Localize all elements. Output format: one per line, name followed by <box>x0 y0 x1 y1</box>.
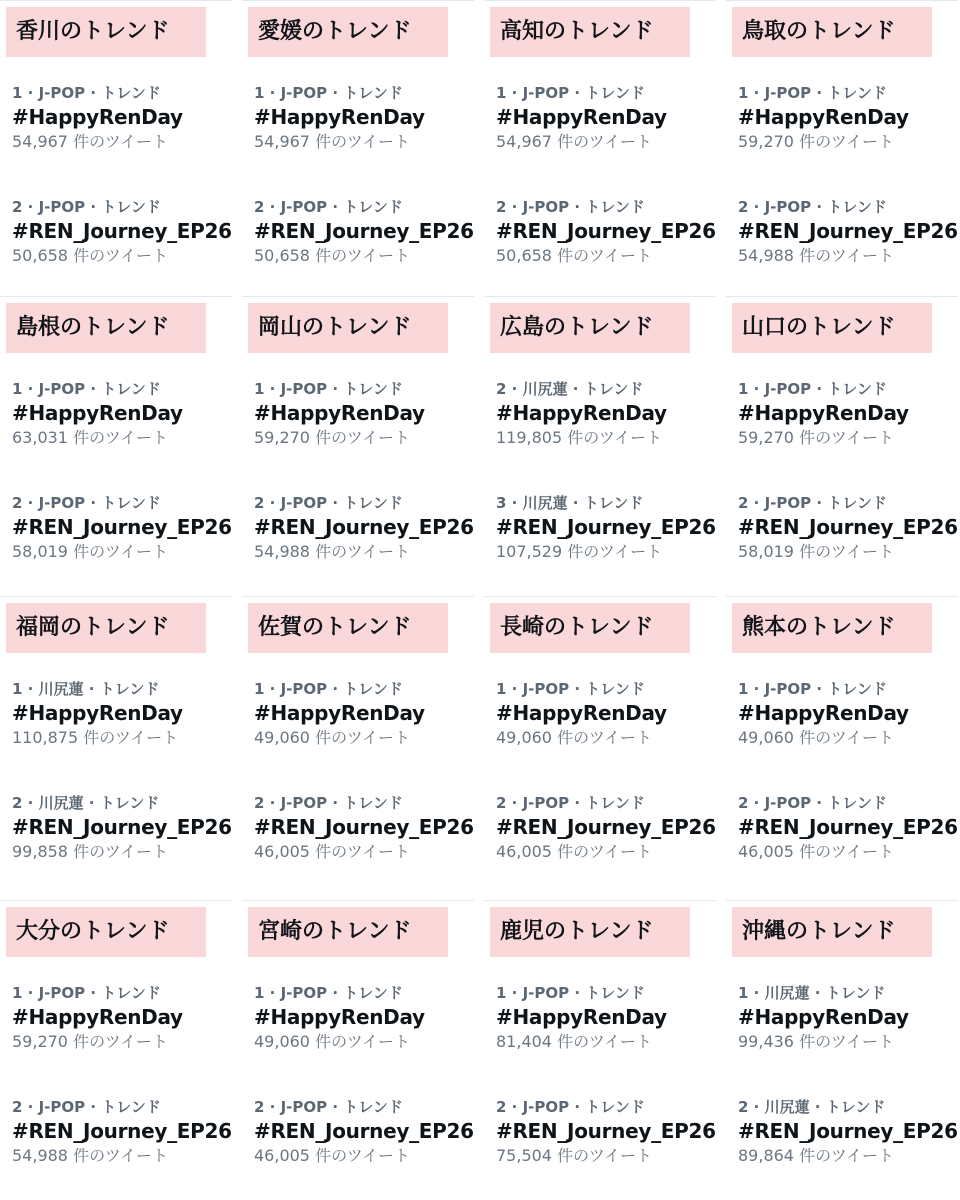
trend-hashtag[interactable]: #HappyRenDay <box>254 1005 425 1029</box>
trend-hashtag[interactable]: #HappyRenDay <box>12 105 183 129</box>
trend-meta: 2 · 川尻蓮 · トレンド <box>12 794 160 812</box>
tweet-count: 49,060 件のツイート <box>254 1032 410 1051</box>
trend-hashtag[interactable]: #REN_Journey_EP26 <box>738 219 958 243</box>
tweet-count: 49,060 件のツイート <box>496 728 652 747</box>
panel-title: 福岡のトレンド <box>6 603 206 653</box>
trend-item[interactable] <box>254 679 472 749</box>
trend-item[interactable] <box>254 1097 472 1167</box>
trend-item[interactable] <box>738 793 956 863</box>
trend-meta: 2 · J-POP · トレンド <box>12 198 161 216</box>
trend-panel-okinawa <box>726 900 958 1189</box>
panel-title: 鹿児のトレンド <box>490 907 690 957</box>
trend-hashtag[interactable]: #REN_Journey_EP26 <box>12 219 232 243</box>
trend-meta: 2 · J-POP · トレンド <box>254 1098 403 1116</box>
trend-item[interactable] <box>738 83 956 153</box>
trend-panel-kagoshima <box>484 900 716 1189</box>
trend-item[interactable] <box>496 983 714 1053</box>
trend-hashtag[interactable]: #HappyRenDay <box>254 701 425 725</box>
trend-meta: 1 · J-POP · トレンド <box>12 84 161 102</box>
trend-panel-ehime <box>242 0 474 289</box>
trend-item[interactable] <box>12 379 230 449</box>
trend-panel-shimane <box>0 296 232 585</box>
trend-item[interactable] <box>738 1097 956 1167</box>
trend-meta: 2 · 川尻蓮 · トレンド <box>496 380 644 398</box>
trend-panel-saga <box>242 596 474 885</box>
trend-meta: 3 · 川尻蓮 · トレンド <box>496 494 644 512</box>
trend-hashtag[interactable]: #HappyRenDay <box>496 401 667 425</box>
trend-meta: 2 · J-POP · トレンド <box>738 198 887 216</box>
trend-item[interactable] <box>12 983 230 1053</box>
tweet-count: 54,988 件のツイート <box>12 1146 168 1165</box>
panel-title: 大分のトレンド <box>6 907 206 957</box>
trend-meta: 1 · J-POP · トレンド <box>254 984 403 1002</box>
trend-item[interactable] <box>738 197 956 267</box>
tweet-count: 50,658 件のツイート <box>496 246 652 265</box>
tweet-count: 58,019 件のツイート <box>12 542 168 561</box>
tweet-count: 110,875 件のツイート <box>12 728 179 747</box>
trend-panel-fukuoka <box>0 596 232 885</box>
trend-panel-kochi <box>484 0 716 289</box>
trend-item[interactable] <box>496 793 714 863</box>
trend-hashtag[interactable]: #HappyRenDay <box>496 701 667 725</box>
trend-panel-oita <box>0 900 232 1189</box>
panel-title: 広島のトレンド <box>490 303 690 353</box>
trend-hashtag[interactable]: #REN_Journey_EP26 <box>496 515 716 539</box>
trend-meta: 2 · J-POP · トレンド <box>738 794 887 812</box>
tweet-count: 54,967 件のツイート <box>254 132 410 151</box>
tweet-count: 59,270 件のツイート <box>738 428 894 447</box>
trend-meta: 2 · J-POP · トレンド <box>496 794 645 812</box>
trend-item[interactable] <box>254 793 472 863</box>
panel-title: 島根のトレンド <box>6 303 206 353</box>
trend-item[interactable] <box>496 679 714 749</box>
tweet-count: 54,967 件のツイート <box>496 132 652 151</box>
trend-item[interactable] <box>254 379 472 449</box>
trend-item[interactable] <box>12 493 230 563</box>
trend-item[interactable] <box>738 379 956 449</box>
trend-hashtag[interactable]: #REN_Journey_EP26 <box>738 815 958 839</box>
tweet-count: 50,658 件のツイート <box>12 246 168 265</box>
tweet-count: 58,019 件のツイート <box>738 542 894 561</box>
tweet-count: 107,529 件のツイート <box>496 542 663 561</box>
tweet-count: 49,060 件のツイート <box>738 728 894 747</box>
trend-hashtag[interactable]: #REN_Journey_EP26 <box>738 1119 958 1143</box>
trend-item[interactable] <box>738 983 956 1053</box>
tweet-count: 46,005 件のツイート <box>496 842 652 861</box>
trend-item[interactable] <box>496 197 714 267</box>
tweet-count: 81,404 件のツイート <box>496 1032 652 1051</box>
tweet-count: 54,988 件のツイート <box>738 246 894 265</box>
panel-title: 愛媛のトレンド <box>248 7 448 57</box>
tweet-count: 59,270 件のツイート <box>12 1032 168 1051</box>
tweet-count: 99,858 件のツイート <box>12 842 168 861</box>
tweet-count: 75,504 件のツイート <box>496 1146 652 1165</box>
trend-item[interactable] <box>738 679 956 749</box>
trend-item[interactable] <box>254 493 472 563</box>
trend-meta: 2 · J-POP · トレンド <box>12 1098 161 1116</box>
trend-item[interactable] <box>12 679 230 749</box>
panel-title: 長崎のトレンド <box>490 603 690 653</box>
tweet-count: 46,005 件のツイート <box>738 842 894 861</box>
panel-title: 佐賀のトレンド <box>248 603 448 653</box>
panel-title: 宮崎のトレンド <box>248 907 448 957</box>
tweet-count: 49,060 件のツイート <box>254 728 410 747</box>
trend-meta: 1 · J-POP · トレンド <box>496 84 645 102</box>
trend-hashtag[interactable]: #HappyRenDay <box>738 105 909 129</box>
trend-hashtag[interactable]: #HappyRenDay <box>12 701 183 725</box>
trend-panel-tottori <box>726 0 958 289</box>
panel-title: 鳥取のトレンド <box>732 7 932 57</box>
trend-meta: 2 · J-POP · トレンド <box>254 198 403 216</box>
trend-item[interactable] <box>496 83 714 153</box>
trend-item[interactable] <box>738 493 956 563</box>
trend-hashtag[interactable]: #HappyRenDay <box>496 105 667 129</box>
trend-meta: 1 · J-POP · トレンド <box>496 680 645 698</box>
trend-hashtag[interactable]: #HappyRenDay <box>12 1005 183 1029</box>
trend-hashtag[interactable]: #HappyRenDay <box>738 401 909 425</box>
trend-panel-kumamoto <box>726 596 958 885</box>
trend-hashtag[interactable]: #REN_Journey_EP26 <box>496 219 716 243</box>
trend-hashtag[interactable]: #REN_Journey_EP26 <box>12 515 232 539</box>
trend-meta: 1 · J-POP · トレンド <box>254 380 403 398</box>
trend-hashtag[interactable]: #REN_Journey_EP26 <box>254 219 474 243</box>
trend-item[interactable] <box>496 493 714 563</box>
trend-hashtag[interactable]: #HappyRenDay <box>254 105 425 129</box>
trend-meta: 2 · J-POP · トレンド <box>254 794 403 812</box>
trend-hashtag[interactable]: #HappyRenDay <box>254 401 425 425</box>
panel-title: 沖縄のトレンド <box>732 907 932 957</box>
trend-hashtag[interactable]: #REN_Journey_EP26 <box>496 815 716 839</box>
trend-panel-miyazaki <box>242 900 474 1189</box>
panel-title: 岡山のトレンド <box>248 303 448 353</box>
trend-panel-nagasaki <box>484 596 716 885</box>
trend-meta: 2 · J-POP · トレンド <box>254 494 403 512</box>
trend-meta: 1 · J-POP · トレンド <box>738 680 887 698</box>
trend-meta: 2 · J-POP · トレンド <box>738 494 887 512</box>
trend-hashtag[interactable]: #REN_Journey_EP26 <box>12 815 232 839</box>
trend-panel-okayama <box>242 296 474 585</box>
panel-title: 山口のトレンド <box>732 303 932 353</box>
tweet-count: 99,436 件のツイート <box>738 1032 894 1051</box>
trend-hashtag[interactable]: #HappyRenDay <box>12 401 183 425</box>
tweet-count: 119,805 件のツイート <box>496 428 663 447</box>
trend-item[interactable] <box>12 197 230 267</box>
trend-meta: 1 · 川尻蓮 · トレンド <box>12 680 160 698</box>
trend-item[interactable] <box>12 793 230 863</box>
trend-meta: 2 · J-POP · トレンド <box>496 198 645 216</box>
trend-item[interactable] <box>254 197 472 267</box>
trend-meta: 1 · J-POP · トレンド <box>12 380 161 398</box>
trend-hashtag[interactable]: #HappyRenDay <box>738 701 909 725</box>
tweet-count: 59,270 件のツイート <box>254 428 410 447</box>
trend-meta: 1 · J-POP · トレンド <box>738 84 887 102</box>
trend-meta: 2 · 川尻蓮 · トレンド <box>738 1098 886 1116</box>
trend-panel-yamaguchi <box>726 296 958 585</box>
trend-panel-hiroshima <box>484 296 716 585</box>
panel-title: 熊本のトレンド <box>732 603 932 653</box>
trend-meta: 1 · J-POP · トレンド <box>254 680 403 698</box>
trend-meta: 2 · J-POP · トレンド <box>12 494 161 512</box>
tweet-count: 89,864 件のツイート <box>738 1146 894 1165</box>
tweet-count: 54,967 件のツイート <box>12 132 168 151</box>
tweet-count: 50,658 件のツイート <box>254 246 410 265</box>
trend-hashtag[interactable]: #REN_Journey_EP26 <box>496 1119 716 1143</box>
tweet-count: 46,005 件のツイート <box>254 842 410 861</box>
trend-meta: 1 · J-POP · トレンド <box>738 380 887 398</box>
trend-item[interactable] <box>496 379 714 449</box>
tweet-count: 59,270 件のツイート <box>738 132 894 151</box>
trend-item[interactable] <box>496 1097 714 1167</box>
trend-meta: 1 · J-POP · トレンド <box>496 984 645 1002</box>
trend-hashtag[interactable]: #HappyRenDay <box>738 1005 909 1029</box>
trend-meta: 2 · J-POP · トレンド <box>496 1098 645 1116</box>
panel-title: 香川のトレンド <box>6 7 206 57</box>
trend-meta: 1 · J-POP · トレンド <box>12 984 161 1002</box>
trend-item[interactable] <box>254 983 472 1053</box>
tweet-count: 54,988 件のツイート <box>254 542 410 561</box>
trend-hashtag[interactable]: #REN_Journey_EP26 <box>738 515 958 539</box>
trend-meta: 1 · J-POP · トレンド <box>254 84 403 102</box>
tweet-count: 63,031 件のツイート <box>12 428 168 447</box>
trend-hashtag[interactable]: #REN_Journey_EP26 <box>254 1119 474 1143</box>
trend-item[interactable] <box>12 1097 230 1167</box>
trend-item[interactable] <box>12 83 230 153</box>
trend-panel-kagawa <box>0 0 232 289</box>
trend-item[interactable] <box>254 83 472 153</box>
trend-hashtag[interactable]: #REN_Journey_EP26 <box>254 815 474 839</box>
trend-hashtag[interactable]: #REN_Journey_EP26 <box>254 515 474 539</box>
trend-hashtag[interactable]: #REN_Journey_EP26 <box>12 1119 232 1143</box>
tweet-count: 46,005 件のツイート <box>254 1146 410 1165</box>
trend-meta: 1 · 川尻蓮 · トレンド <box>738 984 886 1002</box>
panel-title: 高知のトレンド <box>490 7 690 57</box>
trend-hashtag[interactable]: #HappyRenDay <box>496 1005 667 1029</box>
